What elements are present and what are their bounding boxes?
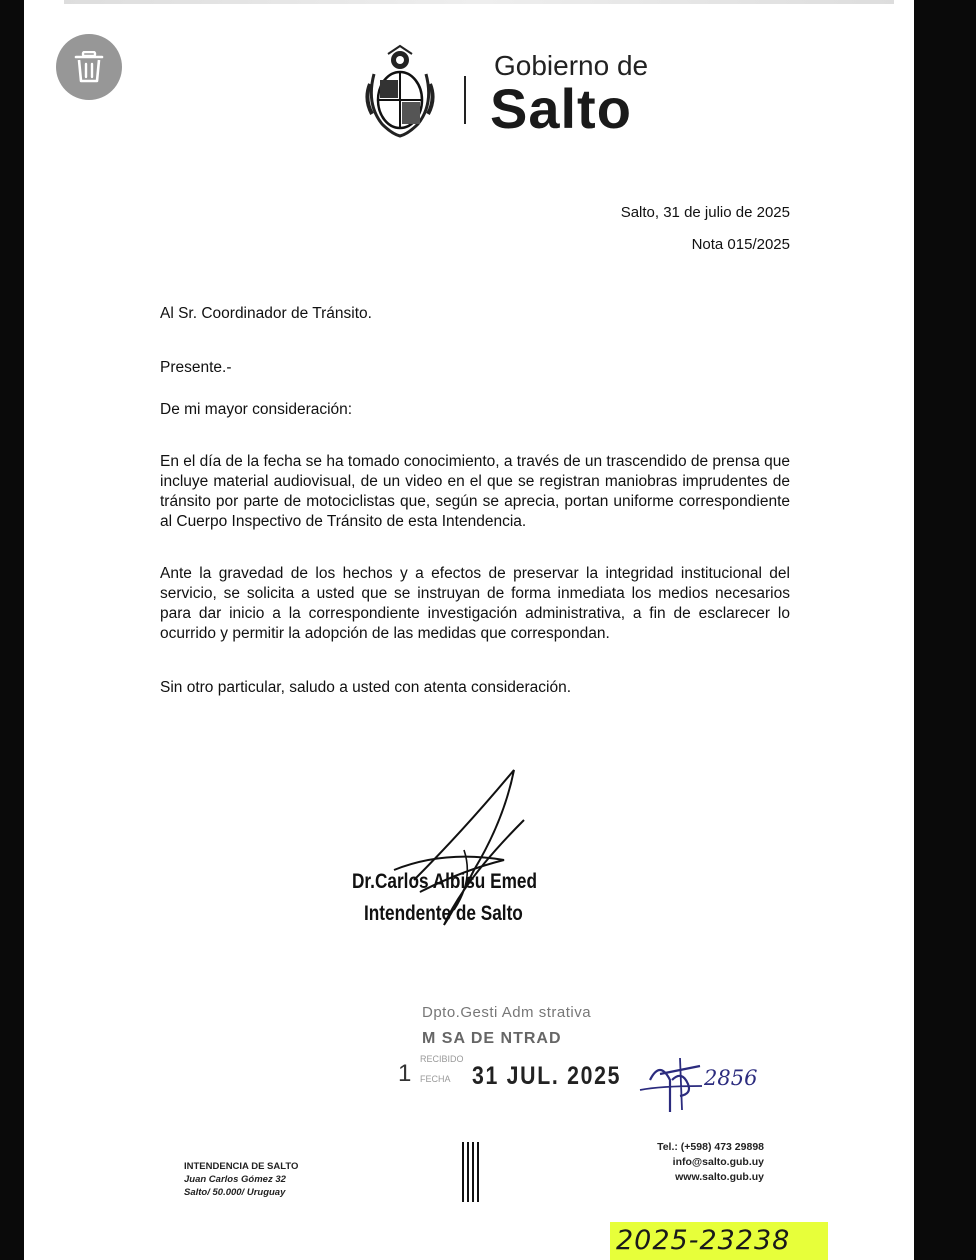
stamp-handwritten-number: 2856: [704, 1066, 758, 1090]
addressee: Al Sr. Coordinador de Tránsito.: [160, 305, 372, 322]
place-date: Salto, 31 de julio de 2025: [620, 204, 790, 221]
logo-divider: [464, 76, 466, 124]
logo-text-line2: Salto: [490, 77, 632, 140]
footer-org: INTENDENCIA DE SALTO: [184, 1161, 299, 1172]
footer-city: Salto/ 50.000/ Uruguay: [184, 1187, 286, 1198]
stamp-date: 31 JUL. 2025: [472, 1062, 622, 1090]
handwritten-file-number: 2025-23238: [610, 1222, 828, 1260]
footer-web: www.salto.gub.uy: [675, 1171, 764, 1183]
document-page: [24, 0, 914, 1260]
footer-address: [184, 1160, 298, 1199]
signer-title: Intendente de Salto: [364, 902, 523, 925]
paragraph-1: En el día de la fecha se ha tomado conocimiento, a través de un trascendido de prensa que incluye material audiovisual, de un video en el que se registran maniobras imprudentes de tránsito por parte de motociclistas que, según se aprecia, portan uniforme correspondiente al Cuerpo Inspectivo de Tránsito de esta Intendencia.: [160, 453, 790, 530]
note-number: Nota 015/2025: [691, 236, 790, 253]
signer-name: Dr.Carlos Albisu Emed: [352, 870, 538, 893]
delete-button[interactable]: [56, 34, 122, 100]
footer-barcode: [462, 1142, 486, 1202]
logo-text-line1: Gobierno de: [494, 50, 649, 81]
paragraph-2: Ante la gravedad de los hechos y a efectos de preservar la integridad institucional del servicio, se solicita a usted que se instruyan de forma inmediata los medios necesarios para dar inicio a la correspondiente investigación administrativa, a fin de esclarecer lo ocurrido y permitir la adopción de las medidas que correspondan.: [160, 565, 790, 642]
footer-email: info@salto.gub.uy: [672, 1156, 764, 1168]
stamp-office: M SA DE NTRAD: [422, 1030, 562, 1047]
greeting: De mi mayor consideración:: [160, 401, 353, 418]
stamp-department: Dpto.Gesti Adm strativa: [422, 1004, 592, 1021]
stamp-date-label: FECHA: [420, 1074, 451, 1084]
presente: Presente.-: [160, 359, 232, 376]
stamp-received-label: RECIBIDO: [420, 1054, 464, 1064]
footer-contact: [657, 1140, 764, 1185]
scan-edge: [64, 0, 894, 4]
stamp-number: 1: [398, 1060, 412, 1087]
footer-phone: Tel.: (+598) 473 29898: [657, 1141, 764, 1153]
closing: Sin otro particular, saludo a usted con atenta consideración.: [160, 679, 572, 696]
footer-street: Juan Carlos Gómez 32: [184, 1174, 286, 1185]
coat-of-arms-icon: [362, 44, 438, 140]
trash-icon: [74, 51, 104, 83]
